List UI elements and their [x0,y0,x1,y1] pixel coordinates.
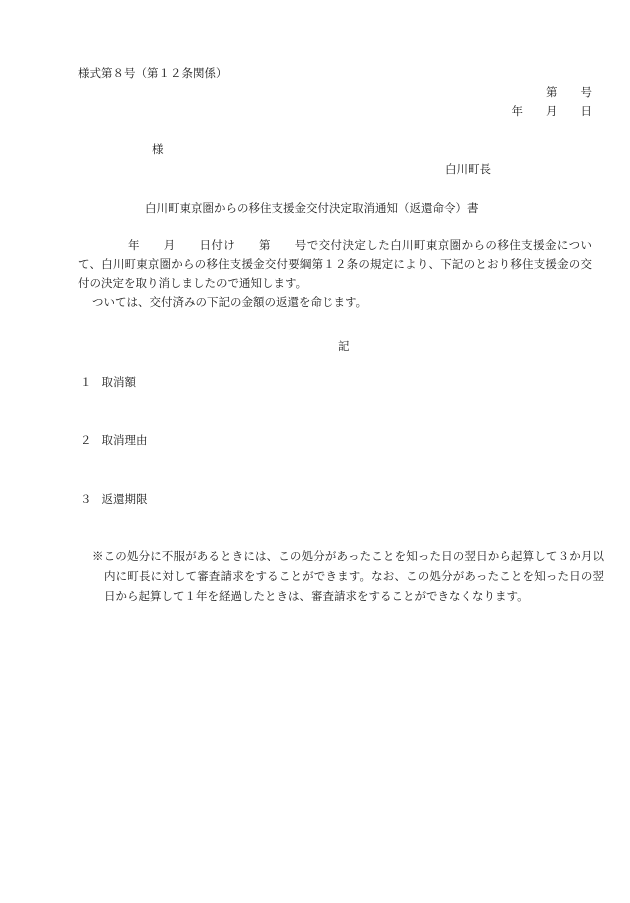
appeal-notice: ※この処分に不服があるときには、この処分があったことを知った日の翌日から起算して３か月以内に町長に対して審査請求をすることができます。なお、この処分があったことを知った日の翌日から起算して１年を経過したときは、審査請求をすることができなくなります。 [92,549,604,603]
item-label: 返還期限 [101,492,148,506]
body-paragraph-2: ついては、交付済みの下記の金額の返還を命じます。 [92,295,368,309]
list-item [80,375,136,390]
item-label: 取消理由 [101,433,148,447]
ki-heading: 記 [338,339,350,353]
document-date: 年 月 日 [511,104,592,118]
item-number: １ [80,375,92,389]
document-title: 白川町東京圏からの移住支援金交付決定取消通知（返還命令）書 [145,201,479,215]
item-number: ２ [80,433,92,447]
form-label: 様式第８号（第１２条関係） [78,66,228,80]
item-number: ３ [80,492,92,506]
issuer-name: 白川町長 [445,162,491,176]
body-paragraph-1: 年 月 日付け 第 号で交付決定した白川町東京圏からの移住支援金について、白川町東京圏からの移住支援金交付要綱第１２条の規定により、下記のとおり移住支援金の交付の決定を取り消しましたので通知します。 [78,238,592,290]
document-number: 第 号 [546,85,592,99]
item-label: 取消額 [101,375,136,389]
addressee-honorific: 様 [152,142,164,156]
list-item [80,433,148,448]
list-item [80,492,148,507]
